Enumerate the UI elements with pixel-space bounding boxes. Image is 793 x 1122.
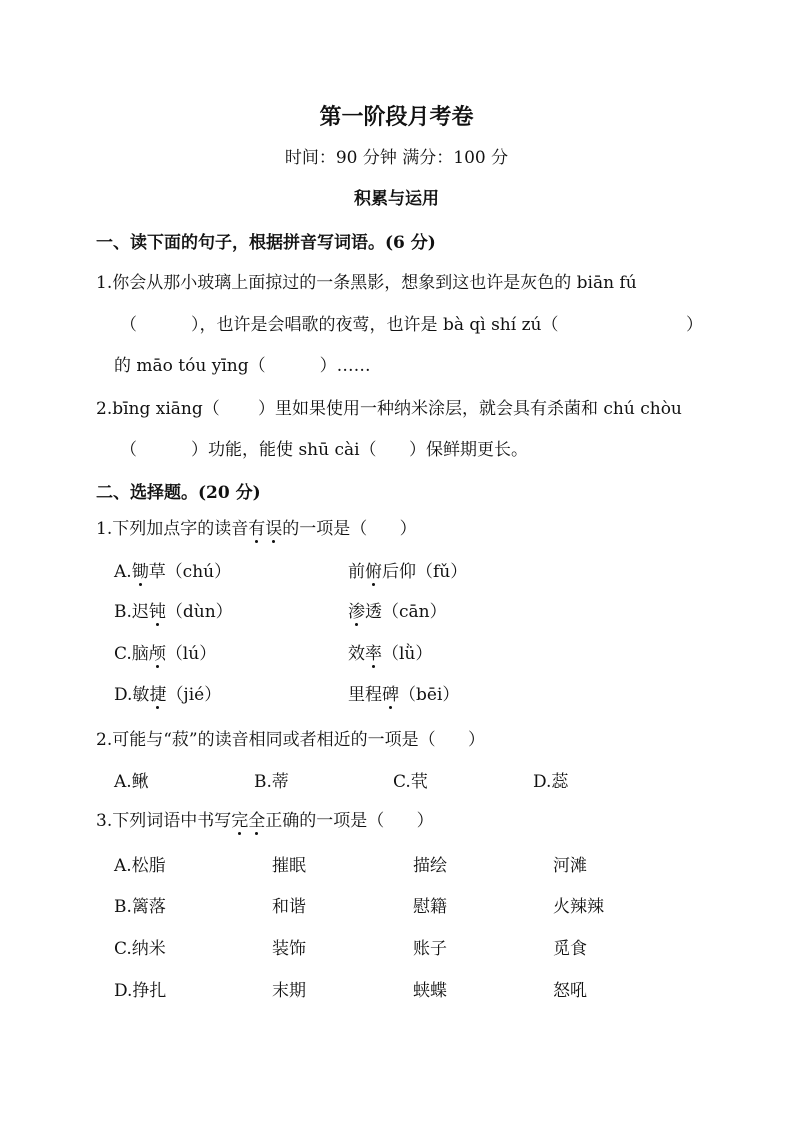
part1-q2-line1-text: ）里如果使用一种纳米涂层，就会具有杀菌和 chú chòu: [258, 399, 682, 419]
part2-heading: 二、选择题。(20 分): [96, 483, 261, 503]
stem-post: 的一项是（ ）: [282, 519, 417, 539]
part1-q1-line3: 的 māo tóu yīng（ ）……: [114, 356, 371, 376]
dotted-char: 锄: [131, 562, 149, 582]
part1-q1-line1: 1.你会从那小玻璃上面掠过的一条黑影，想象到这也许是灰色的 biān fú: [96, 273, 637, 293]
dotted-char: 俯: [365, 562, 382, 582]
part2-q3-row-d-word3: 蛱蝶: [413, 981, 447, 1001]
part2-q3-row-a-word4: 河滩: [553, 856, 587, 876]
part2-q1-option-a-left: A.锄草（chú）: [114, 562, 232, 582]
part2-q1-option-d-right: 里程碑（bēi）: [348, 685, 460, 705]
part2-q2-stem: 2.可能与“菽”的读音相同或者相近的一项是（ ）: [96, 730, 486, 750]
dotted-char: 误: [265, 519, 283, 539]
dotted-char: 率: [365, 644, 382, 664]
part2-q3-row-d-word2: 末期: [272, 981, 306, 1001]
dotted-char: 钝: [148, 602, 166, 622]
dotted-char: 捷: [149, 685, 167, 705]
part2-q2-option-c: C.茕: [393, 772, 428, 792]
part2-q3-row-c-word2: 装饰: [272, 939, 306, 959]
part1-q1-line2: （ ），也许是会唱歌的夜莺，也许是 bà qì shí zú（: [120, 315, 559, 335]
exam-time-score: 时间：90 分钟 满分：100 分: [284, 148, 509, 168]
part2-q3-row-b-word4: 火辣辣: [553, 897, 604, 917]
part2-q3-row-a-word1: A.松脂: [114, 856, 166, 876]
part2-q1-option-b-right: 渗透（cān）: [348, 602, 447, 622]
dotted-char: 碑: [382, 685, 399, 705]
part2-q1-option-a-right: 前俯后仰（fǔ）: [348, 562, 468, 582]
part2-q1-stem: [96, 518, 417, 540]
part2-q3-row-b-word3: 慰籍: [413, 897, 447, 917]
part2-q3-row-c-word4: 觅食: [553, 939, 587, 959]
page-title: 第一阶段月考卷: [319, 104, 474, 130]
part2-q3-row-b-word1: B.篱落: [114, 897, 166, 917]
part2-q3-row-d-word4: 怒吼: [553, 981, 587, 1001]
part1-q2-line2: （ ）功能，能使 shū cài（ ）保鲜期更长。: [120, 440, 528, 460]
part2-q1-option-c-right: 效率（lǜ）: [348, 644, 433, 664]
part2-q1-option-d-left: D.敏捷（jié）: [114, 685, 222, 705]
dotted-char: 全: [248, 811, 266, 831]
part2-q3-row-a-word3: 描绘: [413, 856, 447, 876]
part2-q3-stem: [96, 810, 434, 832]
part2-q2-option-d: D.蕊: [533, 772, 569, 792]
part2-q3-row-b-word2: 和谐: [272, 897, 306, 917]
stem-pre: 1.下列加点字的读音: [96, 519, 249, 539]
dotted-char: 有: [248, 519, 266, 539]
section-heading: 积累与运用: [354, 189, 439, 209]
part2-q3-row-c-word3: 账子: [413, 939, 447, 959]
dotted-char: 完: [231, 811, 249, 831]
part2-q1-option-b-left: B.迟钝（dùn）: [114, 602, 233, 622]
stem-pre: 3.下列词语中书写: [96, 811, 232, 831]
stem-post: 正确的一项是（ ）: [265, 811, 434, 831]
part2-q2-option-a: A.鳅: [114, 772, 149, 792]
part2-q3-row-a-word2: 摧眠: [272, 856, 306, 876]
part2-q1-option-c-left: C.脑颅（lú）: [114, 644, 217, 664]
part1-heading: 一、读下面的句子，根据拼音写词语。(6 分): [96, 233, 436, 253]
part2-q2-option-b: B.蒂: [254, 772, 289, 792]
part2-q3-row-c-word1: C.纳米: [114, 939, 166, 959]
dotted-char: 渗: [348, 602, 365, 622]
part1-q1-line2-close: ）: [686, 315, 703, 335]
part1-q2-line1-pinyin: 2.bīng xiāng（: [96, 399, 220, 419]
dotted-char: 颅: [148, 644, 166, 664]
part2-q3-row-d-word1: D.挣扎: [114, 981, 167, 1001]
